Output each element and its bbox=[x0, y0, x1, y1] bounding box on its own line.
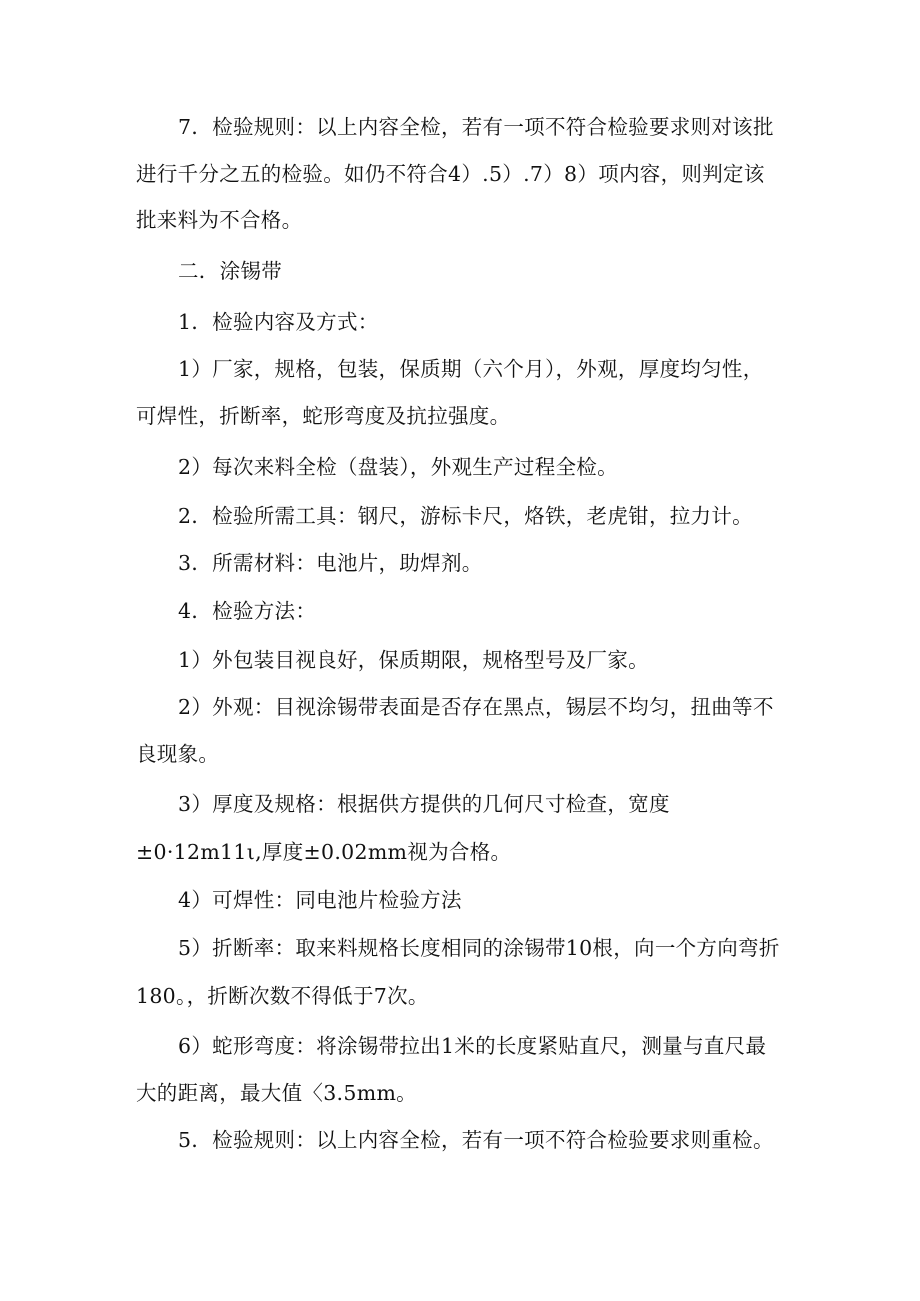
method-3-thickness-cont: ±0·12m11ι,厚度±0.02mm视为合格。 bbox=[136, 840, 512, 864]
item-required-tools: 2．检验所需工具：钢尺，游标卡尺，烙铁，老虎钳，拉力计。 bbox=[178, 504, 753, 528]
item-inspection-content: 1．检验内容及方式： bbox=[178, 310, 379, 334]
method-2-appearance: 2）外观：目视涂锡带表面是否存在黑点，锡层不均匀，扭曲等不 bbox=[178, 695, 774, 719]
method-6-camber-cont: 大的距离，最大值〈3.5mm。 bbox=[136, 1081, 417, 1105]
method-3-thickness: 3）厚度及规格：根据供方提供的几何尺寸检查，宽度 bbox=[178, 792, 670, 816]
text-line-rule-7-end: 批来料为不合格。 bbox=[136, 208, 303, 232]
item-inspection-methods: 4．检验方法： bbox=[178, 599, 317, 623]
method-5-breakage-rate: 5）折断率：取来料规格长度相同的涂锡带10根，向一个方向弯折 bbox=[178, 936, 780, 960]
method-6-camber: 6）蛇形弯度：将涂锡带拉出1米的长度紧贴直尺，测量与直尺最 bbox=[178, 1034, 767, 1058]
item-inspection-rule-5: 5．检验规则：以上内容全检，若有一项不符合检验要求则重检。 bbox=[178, 1128, 774, 1152]
item-required-materials: 3．所需材料：电池片，助焊剂。 bbox=[178, 551, 483, 575]
sub-item-2-full-inspection: 2）每次来料全检（盘装），外观生产过程全检。 bbox=[178, 455, 618, 479]
method-5-breakage-rate-cont: 180。，折断次数不得低于7次。 bbox=[136, 984, 429, 1008]
section-heading-tin-ribbon: 二．涂锡带 bbox=[178, 259, 282, 283]
text-line-rule-7: 7．检验规则：以上内容全检，若有一项不符合检验要求则对该批 bbox=[178, 115, 774, 139]
method-1-packaging: 1）外包装目视良好，保质期限，规格型号及厂家。 bbox=[178, 648, 649, 672]
sub-item-1-content: 1）厂家，规格，包装，保质期（六个月），外观，厚度均匀性， bbox=[178, 357, 764, 381]
method-2-appearance-cont: 良现象。 bbox=[136, 742, 220, 766]
text-line-rule-7-cont: 进行千分之五的检验。如仍不符合4）.5）.7）8）项内容，则判定该 bbox=[136, 162, 765, 186]
method-4-solderability: 4）可焊性：同电池片检验方法 bbox=[178, 888, 462, 912]
sub-item-1-content-cont: 可焊性，折断率，蛇形弯度及抗拉强度。 bbox=[136, 404, 511, 428]
